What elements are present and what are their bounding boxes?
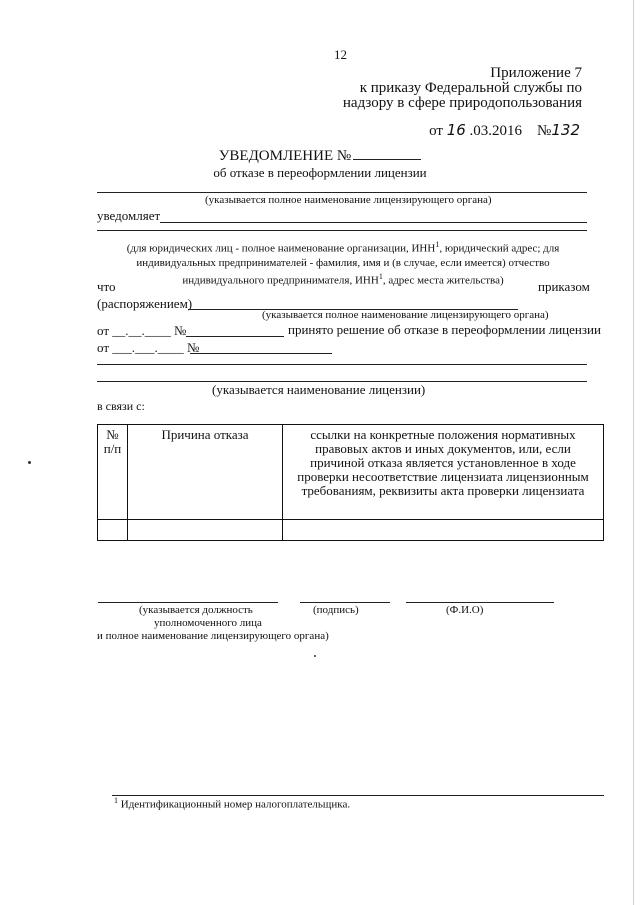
- notifies-line: [160, 222, 587, 223]
- org-name-line: [97, 192, 587, 193]
- position-hint-3: и полное наименование лицензирующего органа): [97, 630, 329, 642]
- applicant-hint-part-1: (для юридических лиц - полное наименование организации, ИНН: [126, 242, 436, 255]
- order-label: приказом: [538, 279, 590, 294]
- footnote-ref-1: 1: [435, 240, 440, 249]
- applicant-hint-inn: ИНН: [354, 274, 379, 287]
- page-number: 12: [334, 47, 347, 62]
- license-line-1: [97, 364, 587, 365]
- disposition-label: (распоряжением): [97, 296, 193, 311]
- appendix-line-1: Приложение 7: [490, 65, 582, 81]
- applicant-hint: [100, 238, 586, 287]
- appendix-header: [343, 66, 582, 139]
- header-number: № п/п: [98, 425, 128, 520]
- footnote: [114, 796, 350, 811]
- decision-number-line: [186, 336, 284, 337]
- org-name-hint: (указывается полное наименование лицензирующего органа): [205, 194, 492, 206]
- position-line: [98, 602, 278, 603]
- doc-title: УВЕДОМЛЕНИЕ №: [218, 148, 352, 164]
- in-connection-label: в связи с:: [97, 399, 145, 413]
- signature-hint: (подпись): [313, 604, 359, 616]
- scan-speck: [28, 461, 31, 464]
- doc-subtitle: об отказе в переоформлении лицензии: [213, 165, 427, 180]
- decision-date-number: от __.__.____ №: [97, 323, 187, 338]
- appendix-line-2: к приказу Федеральной службы по: [359, 80, 582, 96]
- date-prefix: от: [429, 123, 443, 139]
- notifies-label: уведомляет: [97, 208, 161, 223]
- doc-title-row: [0, 148, 640, 165]
- name-hint: (Ф.И.О): [446, 604, 484, 616]
- position-hint-1: (указывается должность: [139, 604, 253, 616]
- footnote-text: Идентификационный номер налогоплательщика.: [120, 798, 351, 811]
- signature-line: [300, 602, 390, 603]
- that-label: что: [97, 279, 116, 294]
- applicant-hint-end: , адрес места жительства): [382, 274, 504, 287]
- number-handwritten: 132: [551, 121, 580, 139]
- date-rest: .03.2016: [469, 123, 523, 139]
- header-references: ссылки на конкретные положения нормативных правовых актов и иных документов, или, если причиной отказа является установленное в ходе проверки несоответствие лицензиата лицензионным требованиям, реквизиты акта проверки лицензиата: [283, 425, 604, 520]
- footnote-marker: 1: [114, 796, 118, 805]
- table-cell: [98, 520, 128, 541]
- org-name-hint-2: (указывается полное наименование лицензирующего органа): [262, 309, 549, 321]
- table-header-row: [98, 425, 604, 520]
- appendix-date-row: [343, 123, 580, 139]
- date-day-handwritten: 16: [446, 121, 466, 139]
- notice-number-blank: [353, 159, 421, 160]
- table-cell: [128, 520, 283, 541]
- table-cell: [283, 520, 604, 541]
- scan-edge: [633, 0, 634, 905]
- position-hint-2: уполномоченного лица: [154, 617, 262, 629]
- number-label: №: [537, 123, 552, 139]
- license-name-hint: (указывается наименование лицензии): [212, 382, 426, 397]
- decision-text: принято решение об отказе в переоформлении лицензии: [288, 322, 601, 337]
- applicant-line-1: [97, 230, 587, 231]
- license-number-line: [190, 353, 332, 354]
- refusal-table: [97, 424, 604, 541]
- license-date-number: от ___.___.____ №: [97, 340, 200, 355]
- scan-speck: [314, 655, 316, 657]
- header-reason: Причина отказа: [128, 425, 283, 520]
- table-row: [98, 520, 604, 541]
- footnote-ref-2: 1: [378, 271, 383, 281]
- applicant-hint-part-2: , юридический адрес; для индивидуальных предпринимателей - фамилия, имя и (в случае, если имеется) отчество индивидуального предпринимателя,: [136, 242, 560, 287]
- appendix-line-3: надзору в сфере природопользования: [342, 95, 582, 111]
- name-line: [406, 602, 554, 603]
